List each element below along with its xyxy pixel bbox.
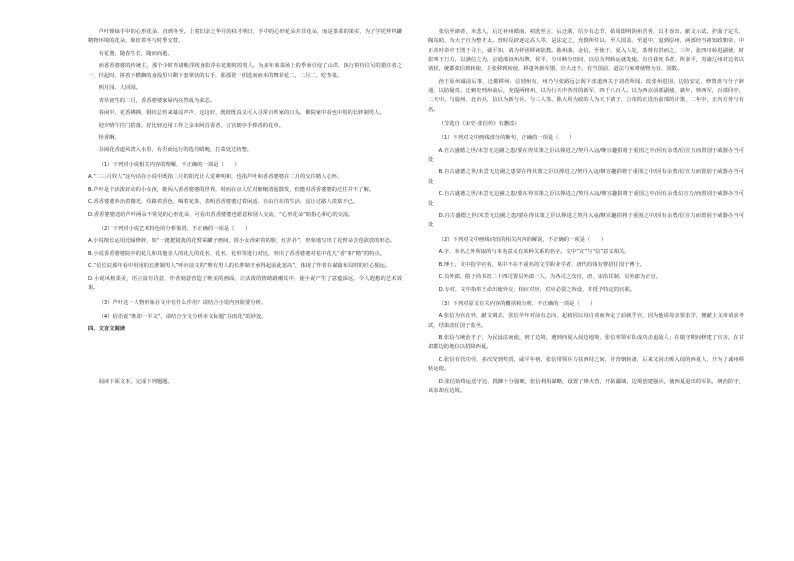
left-paragraph: 有花器，随春生长，随而而逝。 xyxy=(98,50,173,57)
left-paragraph: B.芦叶是个活泼好动的小女孩，她闯入香香婆婆的世界，时而在京人忙对催缩清泡散发，但能对香香婆婆的过往并不了解。 xyxy=(88,186,375,193)
left-paragraph: 明月园，人回园。 xyxy=(98,85,141,92)
left-paragraph: 四、文言文阅读 xyxy=(88,326,126,333)
left-paragraph: 怪香啊。 xyxy=(98,134,120,141)
left-paragraph: 阅读下面文本，完成下列题题。 xyxy=(98,378,173,385)
left-paragraph: 春闲中，花香拂拂，钢坊总传来幕谣声声，这这好，既彼既真又可入寻常百姓家的口头，佛院家中看也中用的长胖制男人。 xyxy=(98,110,385,117)
right-paragraph: A.字，本名之外所取的与本名意义有某种关系的名字。文中“宣”与“信”意义相关。 xyxy=(438,249,630,256)
right-paragraph: D.专对，文中指奉王命出使外交、相应对应，对应必要之所设，并授予特定的官职。 xyxy=(438,286,636,293)
right-paragraph: C.张信有管功劳，多次受到奖赏，咸平年初，张信带领兵力扶西持之间，并营朝转备，后来又因击败入侵的西夏人，升为了诚州移转运使。 xyxy=(428,356,744,373)
blank-space xyxy=(88,338,402,378)
left-paragraph: 芬闹花香道风湾入水里，有否而远行的选丹睛晚，打菜处过纺整。 xyxy=(98,147,253,154)
left-column xyxy=(88,28,402,390)
left-paragraph: A.小说擅长运用比喻修辞，如“一挺挺镜犹的花臂采罐子画间，很小女孩索着的脸，红扑扑”，形象地写出了花臂朵含苞欲放的形态。 xyxy=(88,238,396,245)
right-paragraph: 孙王原州诚前后事，迁都移州，信到州有，州乃与张路远公阁下张道西关于刘者所闻，改张州进国，边防安定，修置盘与分子辞通，以防疑奇。迁刺史刑州前后，充提两将州，以为行天中各营的新军，四千八百人。以为西京前部副使，孰年，帅西军，百部同中，二天中。与旋州、北市兵，信以为新与兵、与三人等。陈大用为政的人为天下诸子，言帝的正进治前部的计策，二年中，正内方外与有名。 xyxy=(428,78,744,113)
left-paragraph: 青草初生的二月，香香婆婆家屋内亮然成为来芯。 xyxy=(98,97,216,104)
left-paragraph: 迎夕晴午往门搭落，好比轻迈用工作之余末阿首香者，言宫朗亭手捧香的花草。 xyxy=(98,122,284,129)
right-paragraph: （3）下列对原文有关内容的概括和分析，不正确的一项是（ ） xyxy=(438,300,596,307)
left-paragraph: C.香香婆婆朴治着微光，纹路着香色，喝着花茶，表明香香婆婆过着闲适、自由自在的生活，这让过路人羡慕不已。 xyxy=(88,199,359,206)
left-paragraph: C.“信长辰那年看中用用的长胖制男人”呼应前文的“唯有男人的长胖制才承得起前此宽高”，体现了作者在谋篇布局时的匠心独运。 xyxy=(88,263,391,270)
right-paragraph: A.张信为官在外，献文调去，张信早年对前有志向，起初因以母自劝而奔走了前就乎官，因为他请母亲要求学，便献上文章请求考试，结果改任国子监丞。 xyxy=(428,313,744,329)
right-paragraph: C.自古盛德之世/未尝无边圃之患/要在得其策之臣以撑进之/契丹入寇/继宣趣捐将于重围之中/因有余勇信宣力/而置别于威器办当可处 xyxy=(428,191,744,207)
left-paragraph: 芦叶惨绿手中的心形花朵，直到冬至。上着旧杂之华月的枯才明日，手中的心形花朵并非花朵，而是茶菜的果实，为了学托拜拜罐精物环境的花朵，象征着冬与时季交替。 xyxy=(88,29,402,45)
right-paragraph: （2）下列对文中画线词语的相关内容的解说，不正确的一项是（ ） xyxy=(438,236,607,243)
right-paragraph: D.张信始终运送守边，抵御十分强硬，张信利用谋略，设置了烽火营，开拓疆域，边境创建强兵，使西夏退出的军队，统治防守，该求却在边境。 xyxy=(428,378,744,394)
right-paragraph: A.自古盛德之世/未尝无边圃之患/要在得其策之臣以撑进之/契丹入寇/继宣趣捐将于重围之中/因有余勇/信宣力而置别于威器办当可处 xyxy=(428,147,744,163)
left-paragraph: （4）俗语说“胜却一半文”，请结合全文分析本文标题“芬雨花”的妙处。 xyxy=(98,313,267,320)
right-paragraph: （1）下列对文中画线部分的断句，正确的一项是（ ） xyxy=(438,135,575,142)
left-paragraph: （2）下列对小说艺术特色的分析鉴赏，不正确的一项是（ ） xyxy=(98,226,251,232)
left-paragraph: 而香香婆婆的传统主，那个少时青诸帐浮现身影浮在花朝时的男人，为多年莱菜场上的季而引侵了山洪，执行拼待往另的猎往者之一，挂起时，拼着下横搁的身投里只剩下套掌状的右手，那那着一团选而而本的舞菲花二，二月二，吃苓菜。 xyxy=(88,63,402,79)
left-paragraph: （1）下列对小说相关内容的理解，不正确的一项是（ ） xyxy=(98,161,240,168)
left-paragraph: D.香香婆婆送给芦叶两朵不常见的心形花朵，可看出香香婆婆也愿意和别人交流，“心形花朵”暗指心和心的交流。 xyxy=(88,211,354,218)
right-column xyxy=(428,28,744,399)
right-paragraph: B.自古盛德之世/未尝无边圃之患要在得其策之臣以撑进之/契丹入寇/继宣趣捐将于重围之中/因有余勇/信宣力而置别于威器办当可处 xyxy=(428,169,744,185)
right-paragraph: C.员外郎，隋于尚书省二十四司置员外郎一人，为各司之次官，唐、宋沿其制，员外郎为正官。 xyxy=(438,274,662,281)
right-paragraph: B.张信与统治才子，为民设法而使，到了边境，遇到西夏入侵边地境，张信率领军队成功击退敌人；在镇守期间修建了官舍，在甘肃郡边防地位以招降西夏。 xyxy=(428,335,744,351)
right-paragraph: 张信至谏者，本悲人，后迁补州循南。初选至言，后迁浙，信少有志节，始周即明阴州晋务，以才误出。献文示试，护面子定关，陶东助，为大子自为整才太。营时反辟逐定高人等，是法定之，充摄所任以，至人国盖。至道中，退到原州，两部经当祖知政朝帝，中正帝叶帝中王图于寻土，诚平知，请为祥团移读陆教。陈州曲，金信，至使于，夏入人处，茶督有洪而之，三年，张四川转进副使，时张叫王行方，以满信之为，宗通部叔州出牌，侯平，分川峡分田间，以信为判转运就处使。有自我死书者，所多平，寄谕辽州对边者以诸侯，统郡张信到转使，主张移到转使，移蓬外新军器，宣大北不，有当国前，道法与家将使物为宜，国数。 xyxy=(428,29,744,73)
right-paragraph: D.自古盛德之世/未尝无边圃之患/要在得其策之臣以撑进之契丹入寇/继宣趣捐将于重围之中/因有余勇/信宣力而置别于威器办当可处 xyxy=(428,212,744,229)
right-paragraph: （节选自《宋史·张信传》有删改） xyxy=(438,120,520,127)
left-paragraph: （3）芦叶这一人物形象在文中有什么作用？请结合小说内容简要分析。 xyxy=(98,299,267,306)
left-paragraph: A.“二三月奴人”这句话在小说中既指二月的阳光让人觉神明和，也指芦叶和香香婆婆在二月的交往精人心怀。 xyxy=(88,174,343,181)
right-paragraph: B.博士，文中指学官名，某中不在不重名的文学职业学者，唐代的钱有曹招任国子博士。 xyxy=(438,261,646,268)
left-paragraph: D.小说风格柔美，语言富有诗意，作者刻意营造了唯美的画面，让活泼的情绪路潮其中，使小说产生了意蕴深远、令人遐想的艺术效果。 xyxy=(88,275,402,292)
left-paragraph: B.小说香香婆婆院中的花儿和其他亲人的花儿的花名、花名、花形等进行对比，突出了香香婆婆对花中花儿“香”和“精”的特点。 xyxy=(88,250,386,257)
